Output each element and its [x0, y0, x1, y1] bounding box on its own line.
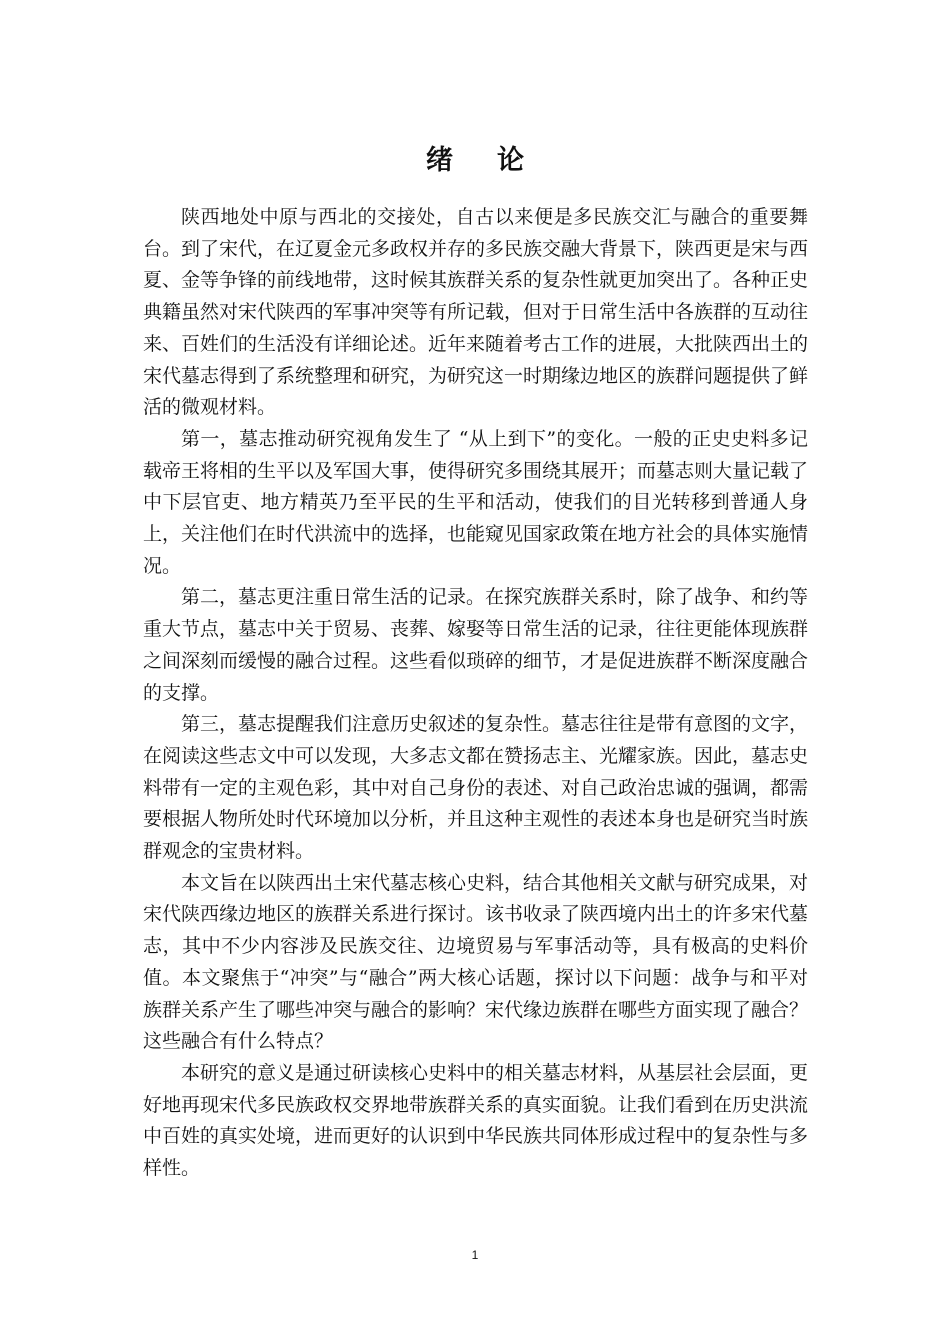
page-title: 绪论	[426, 145, 568, 176]
page-number: 1	[471, 1248, 479, 1262]
paragraph-first-point: 第一，墓志推动研究视角发生了 “从上到下”的变化。一般的正史史料多记载帝王将相的生平以及军国大事，使得研究多围绕其展开；而墓志则大量记载了中下层官吏、地方精英乃至平民的生平和活动，使我们的目光转移到普通人身上，关注他们在时代洪流中的选择，也能窥见国家政策在地方社会的具体实施情况。	[143, 427, 809, 577]
paragraph-intro: 陕西地处中原与西北的交接处，自古以来便是多民族交汇与融合的重要舞台。到了宋代，在辽夏金元多政权并存的多民族交融大背景下，陕西更是宋与西夏、金等争锋的前线地带，这时候其族群关系的复杂性就更加突出了。各种正史典籍虽然对宋代陕西的军事冲突等有所记载，但对于日常生活中各族群的互动往来、百姓们的生活没有详细论述。近年来随着考古工作的进展，大批陕西出土的宋代墓志得到了系统整理和研究，为研究这一时期缘边地区的族群问题提供了鲜活的微观材料。	[143, 206, 809, 419]
paragraph-aim: 本文旨在以陕西出土宋代墓志核心史料，结合其他相关文献与研究成果，对宋代陕西缘边地区的族群关系进行探讨。该书收录了陕西境内出土的许多宋代墓志，其中不少内容涉及民族交往、边境贸易与军事活动等，具有极高的史料价值。本文聚焦于“冲突”与“融合”两大核心话题，探讨以下问题：战争与和平对族群关系产生了哪些冲突与融合的影响？宋代缘边族群在哪些方面实现了融合？这些融合有什么特点？	[143, 871, 809, 1053]
paragraph-significance: 本研究的意义是通过研读核心史料中的相关墓志材料，从基层社会层面，更好地再现宋代多民族政权交界地带族群关系的真实面貌。让我们看到在历史洪流中百姓的真实处境，进而更好的认识到中华民族共同体形成过程中的复杂性与多样性。	[143, 1061, 809, 1180]
paragraph-third-point: 第三，墓志提醒我们注意历史叙述的复杂性。墓志往往是带有意图的文字，在阅读这些志文中可以发现，大多志文都在赞扬志主、光耀家族。因此，墓志史料带有一定的主观色彩，其中对自己身份的表述、对自己政治忠诚的强调，都需要根据人物所处时代环境加以分析，并且这种主观性的表述本身也是研究当时族群观念的宝贵材料。	[143, 713, 809, 863]
paragraph-second-point: 第二，墓志更注重日常生活的记录。在探究族群关系时，除了战争、和约等重大节点，墓志中关于贸易、丧葬、嫁娶等日常生活的记录，往往更能体现族群之间深刻而缓慢的融合过程。这些看似琐碎的细节，才是促进族群不断深度融合的支撑。	[143, 586, 809, 704]
body-text	[143, 202, 808, 1185]
